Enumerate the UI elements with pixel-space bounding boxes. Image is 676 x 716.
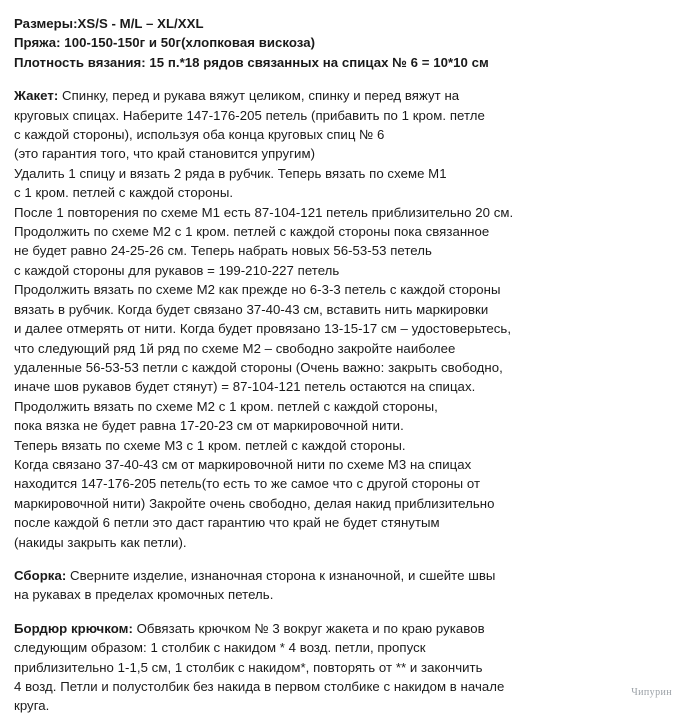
header-block xyxy=(14,14,664,72)
section-crochet-border-line: 4 возд. Петли и полустолбик без накида в первом столбике с накидом в начале xyxy=(14,679,505,694)
section-jacket-line: Продолжить по схеме М2 с 1 кром. петлей с каждой стороны пока связанное xyxy=(14,224,490,240)
section-jacket-line: вязать в рубчик. Когда будет связано 37-40-43 см, вставить нить маркировки xyxy=(14,301,489,317)
section-jacket-line: не будет равно 24-25-26 см. Теперь набрать новых 56-53-53 петель xyxy=(14,243,432,259)
section-jacket-line: Продолжить вязать по схеме М2 с 1 кром. петлей с каждой стороны, xyxy=(14,398,438,414)
section-jacket-line: с 1 кром. петлей с каждой стороны. xyxy=(14,185,234,201)
section-crochet-border-title: Бордюр крючком: xyxy=(14,620,133,636)
spacer-after-assembly xyxy=(14,605,664,619)
section-jacket-line: удаленные 56-53-53 петли с каждой стороны (Очень важно: закрыть свободно, xyxy=(14,359,503,375)
section-crochet-border xyxy=(14,619,664,716)
spacer-after-header xyxy=(14,72,664,86)
section-jacket-first-line-rest: Спинку, перед и рукава вяжут целиком, спинку и перед вяжут на xyxy=(58,88,460,104)
section-jacket-line: Когда связано 37-40-43 см от маркировочной нити по схеме М3 на спицах xyxy=(14,456,472,472)
watermark-text: Чипурин xyxy=(631,687,672,698)
section-crochet-border-first-line-rest: Обвязать крючком № 3 вокруг жакета и по краю рукавов xyxy=(132,620,485,636)
section-jacket-line: с каждой стороны для рукавов = 199-210-227 петель xyxy=(14,262,340,278)
section-jacket-line: Теперь вязать по схеме М3 с 1 кром. петлей с каждой стороны. xyxy=(14,437,406,453)
section-assembly-first-line-rest: Сверните изделие, изнаночная сторона к изнаночной, и сшейте швы xyxy=(66,567,496,583)
section-assembly xyxy=(14,566,664,605)
section-assembly-title: Сборка: xyxy=(14,567,67,583)
section-crochet-border-line: круга. xyxy=(14,698,50,714)
section-jacket-line: после каждой 6 петли это даст гарантию что край не будет стянутым xyxy=(14,515,440,531)
section-crochet-border-line: приблизительно 1-1,5 см, 1 столбик с накидом*, повторять от ** и закончить xyxy=(14,659,483,675)
section-jacket-first-line xyxy=(14,86,664,105)
section-jacket-line: (накиды закрыть как петли). xyxy=(14,534,187,550)
section-jacket xyxy=(14,86,664,552)
section-crochet-border-first-line xyxy=(14,619,664,638)
section-assembly-line: на рукавах в пределах кромочных петель. xyxy=(14,587,274,603)
section-jacket-line: Удалить 1 спицу и вязать 2 ряда в рубчик. Теперь вязать по схеме М1 xyxy=(14,165,447,181)
header-line-sizes: Размеры:XS/S - M/L – XL/XXL xyxy=(14,16,204,31)
section-assembly-first-line xyxy=(14,566,664,585)
section-jacket-title: Жакет: xyxy=(14,88,59,104)
section-jacket-line: что следующий ряд 1й ряд по схеме М2 – свободно закройте наиболее xyxy=(14,340,456,356)
spacer-after-jacket xyxy=(14,552,664,566)
section-crochet-border-line: следующим образом: 1 столбик с накидом * 4 возд. петли, пропуск xyxy=(14,640,426,656)
section-jacket-line: круговых спицах. Наберите 147-176-205 петель (прибавить по 1 кром. петле xyxy=(14,107,485,123)
section-jacket-line: пока вязка не будет равна 17-20-23 см от маркировочной нити. xyxy=(14,418,404,434)
header-line-yarn: Пряжа: 100-150-150г и 50г(хлопковая вискоза) xyxy=(14,35,316,51)
section-jacket-line: с каждой стороны), используя оба конца круговых спиц № 6 xyxy=(14,127,385,143)
header-line-gauge: Плотность вязания: 15 п.*18 рядов связанных на спицах № 6 = 10*10 см xyxy=(14,54,489,70)
section-jacket-line: (это гарантия того, что край становится упругим) xyxy=(14,146,316,162)
section-jacket-line: находится 147-176-205 петель(то есть то же самое что с другой стороны от xyxy=(14,476,481,492)
section-jacket-line: и далее отмерять от нити. Когда будет провязано 13-15-17 см – удостоверьтесь, xyxy=(14,321,512,337)
section-jacket-line: Продолжить вязать по схеме М2 как прежде но 6-3-3 петель с каждой стороны xyxy=(14,282,501,298)
section-jacket-line: маркировочной нити) Закройте очень свободно, делая накид приблизительно xyxy=(14,495,495,511)
section-jacket-line: После 1 повторения по схеме М1 есть 87-104-121 петель приблизительно 20 см. xyxy=(14,204,514,220)
section-jacket-line: иначе шов рукавов будет стянут) = 87-104-121 петель остаются на спицах. xyxy=(14,379,476,395)
